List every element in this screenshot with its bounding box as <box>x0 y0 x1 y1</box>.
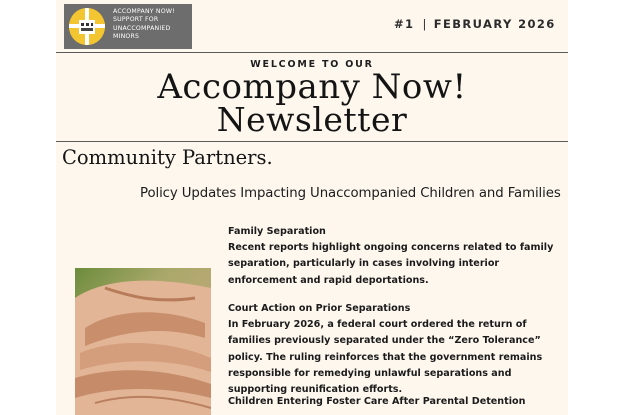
section-heading: Community Partners. <box>62 146 273 169</box>
logo-emblem-icon <box>69 8 105 45</box>
header-divider <box>56 52 568 53</box>
newsletter-title-line1: Accompany Now! <box>157 67 467 107</box>
hands-photo <box>75 268 211 415</box>
masthead-divider <box>56 141 568 142</box>
article-family-separation <box>228 224 563 289</box>
issue-separator: | <box>422 17 428 31</box>
issue-info <box>394 17 556 31</box>
organization-logo <box>64 4 192 49</box>
logo-line: UNACCOMPANIED <box>113 24 171 32</box>
article-body: Recent reports highlight ongoing concerns related to family separation, particularly in cases involving interior enforcement and rapid deportations. <box>228 242 554 286</box>
welcome-label: WELCOME TO OUR <box>250 59 374 70</box>
logo-line: MINORS <box>113 33 140 41</box>
issue-number: #1 <box>394 17 415 31</box>
article-heading: Children Entering Foster Care After Parental Detention <box>228 396 526 407</box>
logo-text <box>113 8 193 42</box>
article-court-action <box>228 301 563 398</box>
logo-line: SUPPORT FOR <box>113 16 159 24</box>
issue-date: FEBRUARY 2026 <box>433 17 556 31</box>
article-heading: Family Separation <box>228 226 326 237</box>
newsletter-page <box>56 0 568 415</box>
section-subtitle: Policy Updates Impacting Unaccompanied Children and Families <box>140 186 561 201</box>
newsletter-title-line2: Newsletter <box>216 100 408 139</box>
article-heading: Court Action on Prior Separations <box>228 303 411 314</box>
article-body: In February 2026, a federal court ordered the return of families previously separated under the “Zero Tolerance” policy. The ruling reinforces that the government remains responsible for remedying unlawful separations and supporting reunification efforts. <box>228 319 543 396</box>
article-foster-care <box>228 394 563 410</box>
logo-line: ACCOMPANY NOW! <box>113 8 175 15</box>
